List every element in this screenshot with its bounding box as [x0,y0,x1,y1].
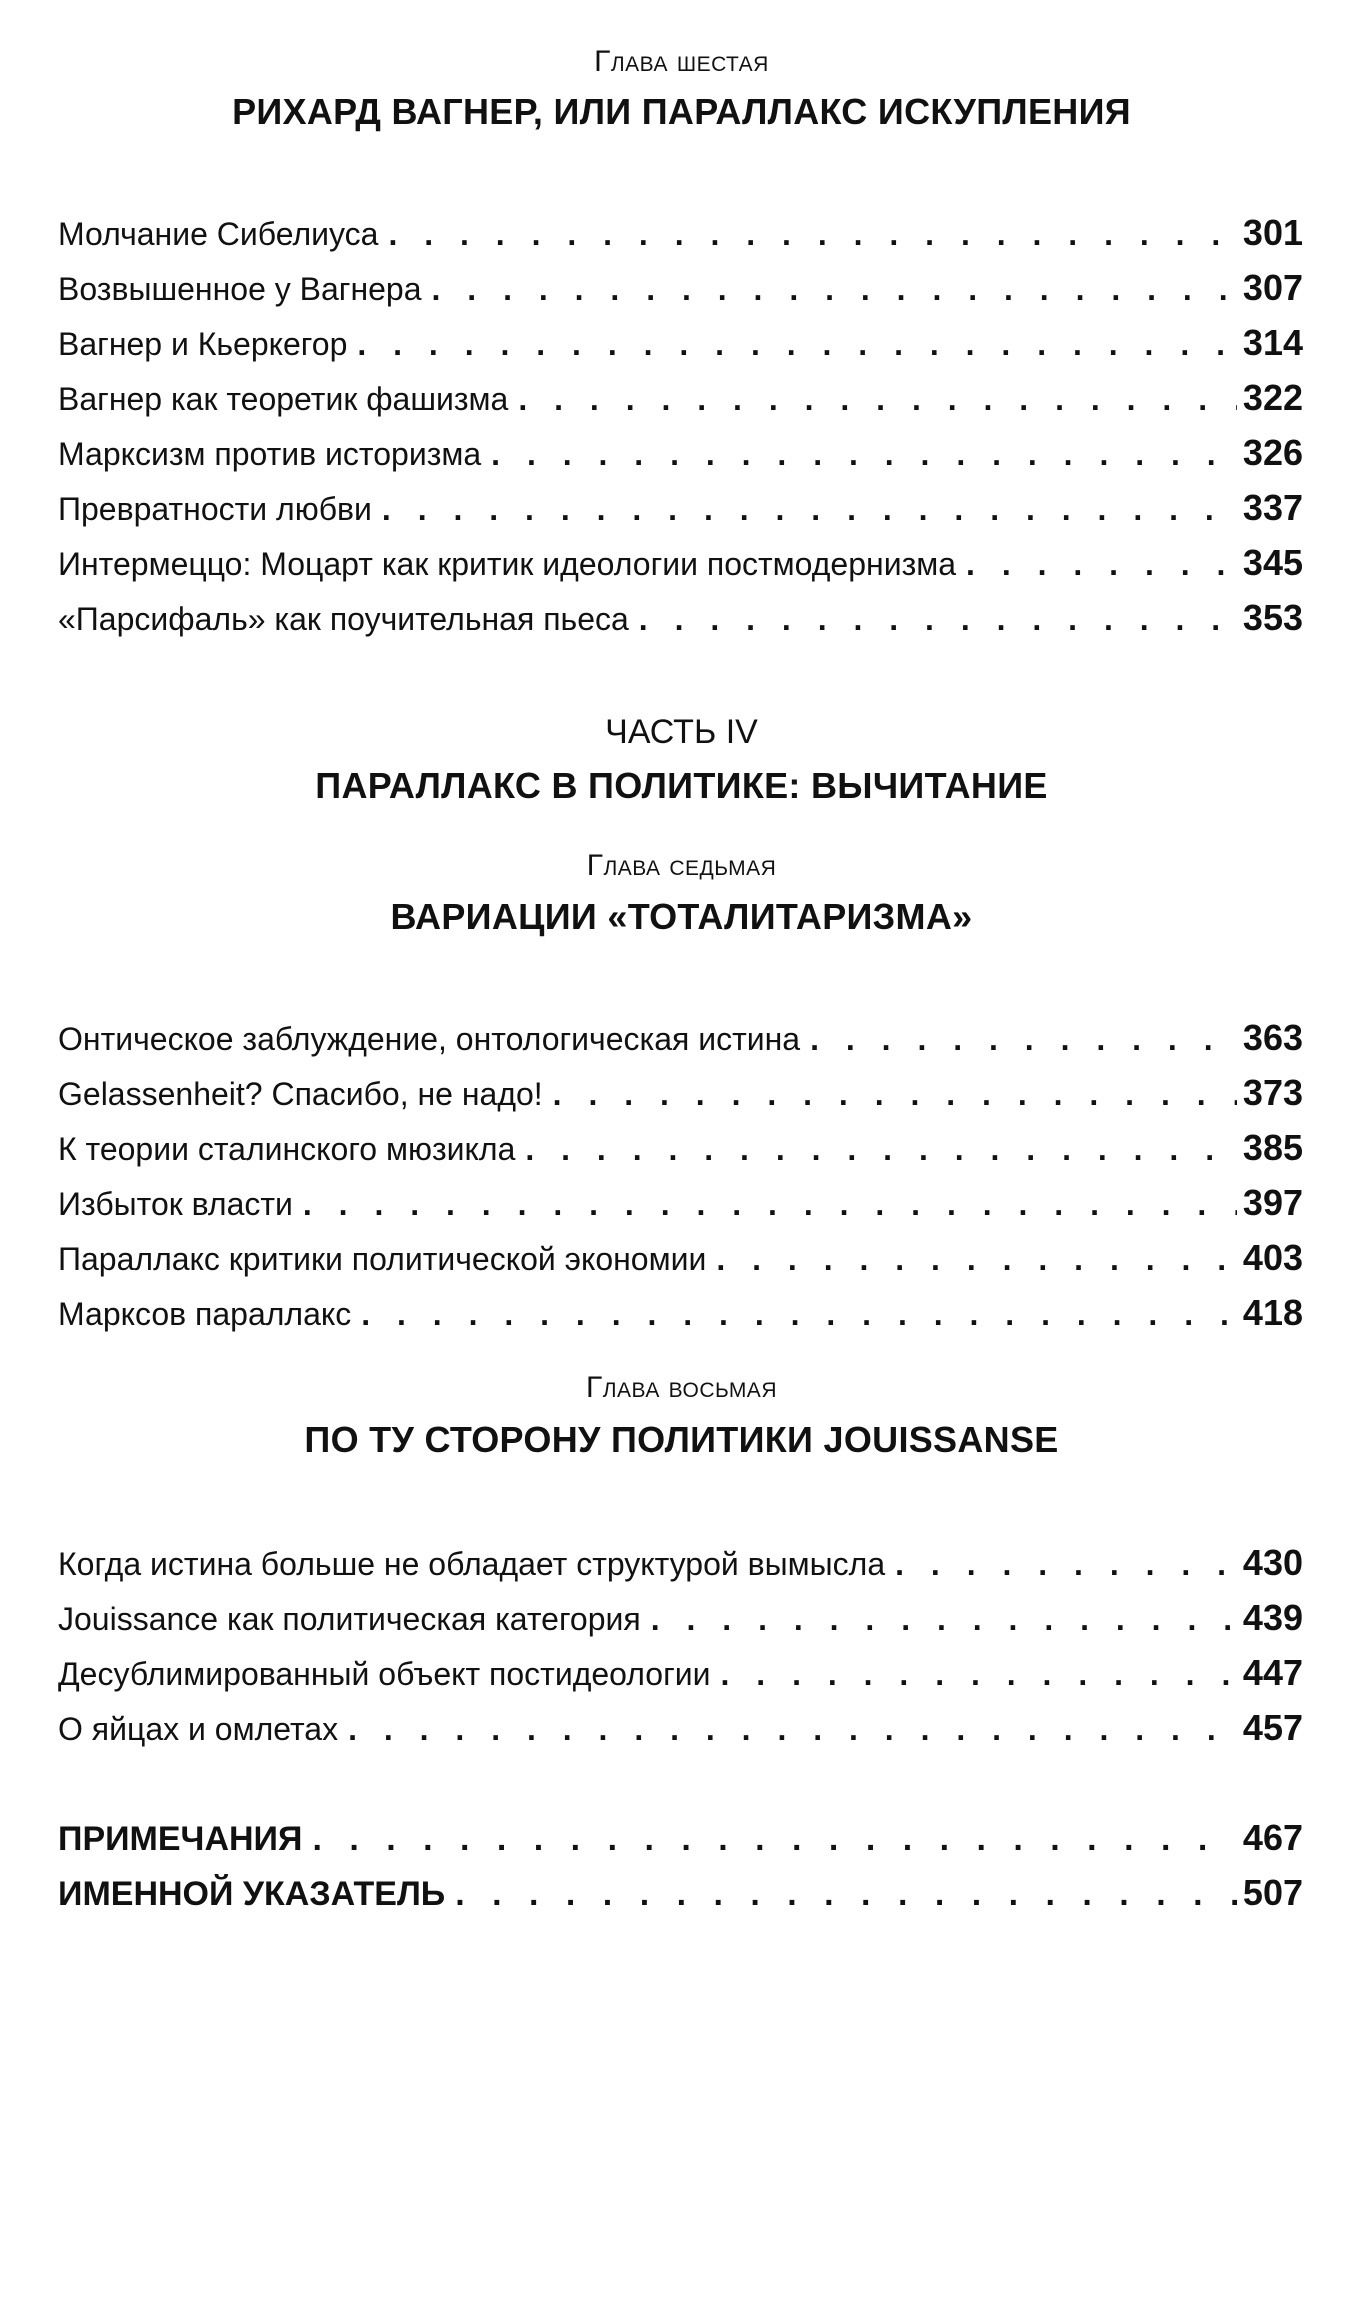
dot-leader [455,1867,1237,1922]
dot-leader [525,1122,1237,1177]
chapter-7-label: Глава седьмая [586,849,777,882]
part-4-label: ЧАСТЬ IV [605,713,758,751]
toc-entry[interactable] [58,1590,1303,1645]
toc-entry-page: 314 [1242,322,1303,363]
dot-leader [491,427,1237,482]
toc-entry-page: 418 [1242,1292,1303,1333]
toc-entry-page: 322 [1242,377,1303,418]
dot-leader [810,1012,1237,1067]
toc-entry-page: 326 [1242,432,1303,473]
toc-entry-title: ИМЕННОЙ УКАЗАТЕЛЬ [58,1875,446,1913]
dot-leader [716,1232,1237,1287]
toc-entry-title: Jouissance как политическая категория [58,1601,641,1637]
toc-entry[interactable] [58,1230,1303,1285]
toc-entry-title: Возвышенное у Вагнера [58,271,422,307]
toc-entry-title: Онтическое заблуждение, онтологическая истина [58,1021,801,1057]
toc-entry-title: Марксов параллакс [58,1296,352,1332]
toc-entry-title: ПРИМЕЧАНИЯ [58,1820,303,1858]
toc-entry[interactable] [58,1120,1303,1175]
toc-entry-page: 403 [1242,1237,1303,1278]
toc-entry[interactable] [58,1010,1303,1065]
toc-entry-page: 447 [1242,1652,1303,1693]
toc-entry-title: Когда истина больше не обладает структурой вымысла [58,1546,886,1582]
toc-entry-page: 397 [1242,1182,1303,1223]
toc-entry-page: 307 [1242,267,1303,308]
toc-entry-title: Десублимированный объект постидеологии [58,1656,711,1692]
toc-entry-title: «Парсифаль» как поучительная пьеса [58,601,629,637]
toc-entry[interactable] [58,205,1303,260]
dot-leader [651,1592,1237,1647]
toc-entry-title: Молчание Сибелиуса [58,216,379,252]
toc-entry-page: 457 [1242,1707,1303,1748]
dot-leader [312,1812,1236,1867]
toc-entry[interactable] [58,1700,1303,1755]
chapter-8-label: Глава восьмая [586,1371,777,1404]
toc-entry-title: Вагнер как теоретик фашизма [58,381,509,417]
dot-leader [721,1647,1237,1702]
toc-entry-page: 507 [1242,1872,1303,1913]
toc-entry-page: 385 [1242,1127,1303,1168]
toc-entry-page: 467 [1242,1817,1303,1858]
chapter-8-title: ПО ТУ СТОРОНУ ПОЛИТИКИ JOUISSANSE [304,1419,1059,1460]
toc-entry-page: 439 [1242,1597,1303,1638]
toc-entry[interactable] [58,1865,1303,1920]
toc-entry-page: 430 [1242,1542,1303,1583]
toc-entry-page: 301 [1242,212,1303,253]
toc-entry-title: Вагнер и Кьеркегор [58,326,348,362]
backmatter-entries [58,1810,1303,1920]
toc-entry[interactable] [58,1810,1303,1865]
dot-leader [553,1067,1237,1122]
toc-entry[interactable] [58,590,1303,645]
toc-entry[interactable] [58,1065,1303,1120]
dot-leader [432,262,1237,317]
toc-entry-title: К теории сталинского мюзикла [58,1131,516,1167]
toc-entry[interactable] [58,1175,1303,1230]
toc-entry-page: 363 [1242,1017,1303,1058]
dot-leader [303,1177,1237,1232]
chapter-7-title: ВАРИАЦИИ «ТОТАЛИТАРИЗМА» [390,896,973,937]
chapter-8-entries [58,1535,1303,1755]
dot-leader [361,1287,1237,1342]
dot-leader [639,592,1237,647]
chapter-6-title: РИХАРД ВАГНЕР, ИЛИ ПАРАЛЛАКС ИСКУПЛЕНИЯ [232,91,1131,132]
toc-entry[interactable] [58,315,1303,370]
toc-entry-title: Gelassenheit? Спасибо, не надо! [58,1076,543,1112]
toc-entry-title: Параллакс критики политической экономии [58,1241,707,1277]
part-4-title: ПАРАЛЛАКС В ПОЛИТИКЕ: ВЫЧИТАНИЕ [315,765,1048,806]
dot-leader [518,372,1237,427]
toc-entry[interactable] [58,1645,1303,1700]
dot-leader [895,1537,1237,1592]
dot-leader [357,317,1237,372]
toc-entry-page: 345 [1242,542,1303,583]
chapter-6-label: Глава шестая [594,45,769,78]
dot-leader [388,207,1236,262]
toc-entry-title: Избыток власти [58,1186,293,1222]
toc-entry-page: 373 [1242,1072,1303,1113]
toc-entry[interactable] [58,1285,1303,1340]
toc-entry-title: Марксизм против историзма [58,436,482,472]
dot-leader [966,537,1237,592]
toc-entry-page: 337 [1242,487,1303,528]
toc-entry[interactable] [58,370,1303,425]
toc-entry-title: Интермеццо: Моцарт как критик идеологии постмодернизма [58,546,957,582]
chapter-6-entries [58,205,1303,645]
dot-leader [382,482,1237,537]
toc-entry[interactable] [58,1535,1303,1590]
dot-leader [348,1702,1237,1757]
toc-entry-title: Превратности любви [58,491,372,527]
toc-entry[interactable] [58,480,1303,535]
toc-entry[interactable] [58,425,1303,480]
toc-entry[interactable] [58,260,1303,315]
toc-entry[interactable] [58,535,1303,590]
toc-entry-title: О яйцах и омлетах [58,1711,339,1747]
toc-entry-page: 353 [1242,597,1303,638]
chapter-7-entries [58,1010,1303,1340]
